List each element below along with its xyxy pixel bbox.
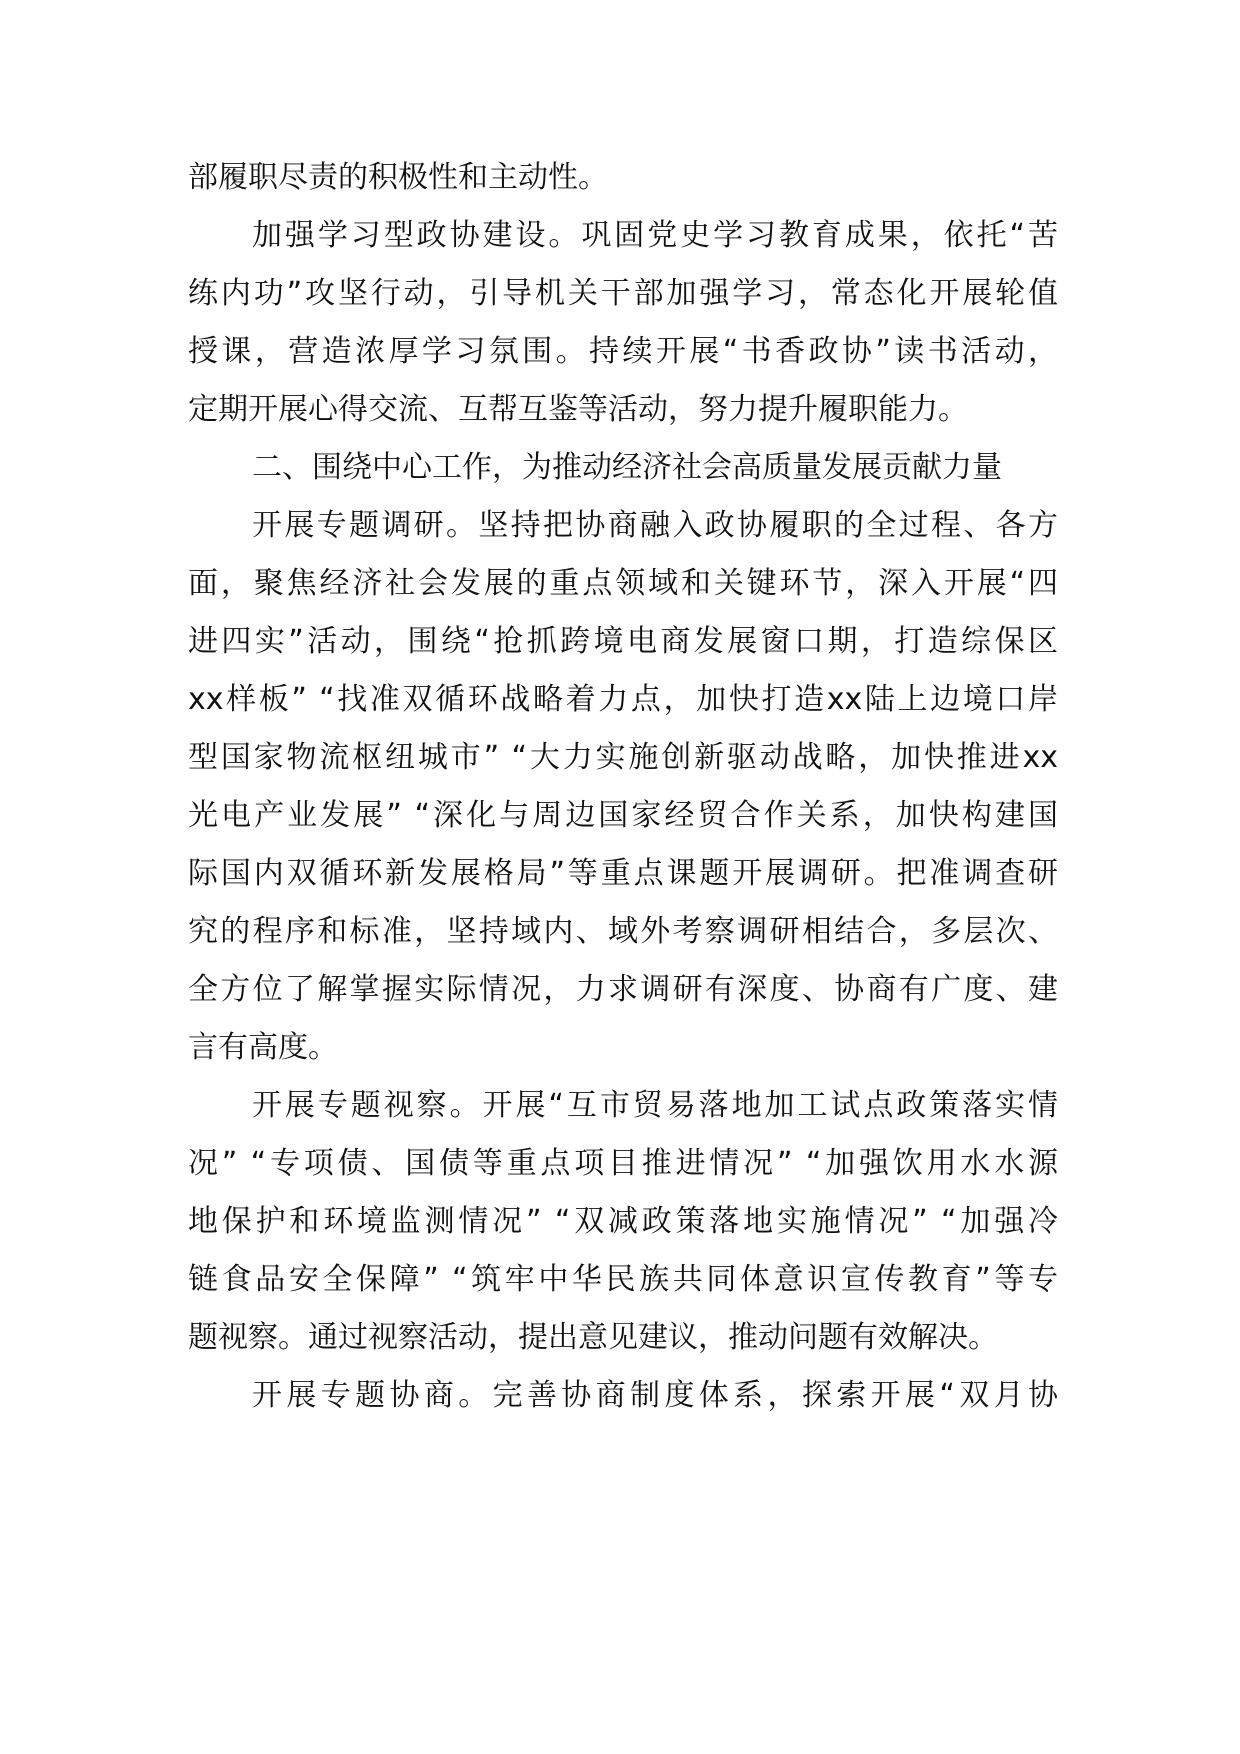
text-line: 链食品安全保障” “筑牢中华民族共同体意识宣传教育”等专 bbox=[188, 1262, 1058, 1297]
text-line: 部履职尽责的积极性和主动性。 bbox=[188, 160, 608, 195]
text-line: 练内功”攻坚行动，引导机关干部加强学习，常态化开展轮值 bbox=[188, 276, 1058, 311]
text-line: 际国内双循环新发展格局”等重点课题开展调研。把准调查研 bbox=[188, 856, 1058, 891]
text-line: 地保护和环境监测情况” “双减政策落地实施情况” “加强冷 bbox=[188, 1204, 1058, 1239]
text-line: 加强学习型政协建设。巩固党史学习教育成果，依托“苦 bbox=[252, 218, 1058, 253]
text-line: 况” “专项债、国债等重点项目推进情况” “加强饮用水水源 bbox=[188, 1146, 1058, 1181]
text-line: 授课，营造浓厚学习氛围。持续开展“书香政协”读书活动， bbox=[188, 334, 1058, 369]
text-line: 进四实”活动，围绕“抢抓跨境电商发展窗口期，打造综保区 bbox=[188, 624, 1058, 659]
section-heading: 二、围绕中心工作，为推动经济社会高质量发展贡献力量 bbox=[252, 450, 1002, 485]
text-line: 型国家物流枢纽城市” “大力实施创新驱动战略，加快推进xx bbox=[188, 740, 1058, 775]
text-line: 言有高度。 bbox=[188, 1030, 338, 1065]
text-line: 光电产业发展” “深化与周边国家经贸合作关系，加快构建国 bbox=[188, 798, 1058, 833]
text-line: 开展专题调研。坚持把协商融入政协履职的全过程、各方 bbox=[252, 508, 1058, 543]
text-line: 究的程序和标准，坚持域内、域外考察调研相结合，多层次、 bbox=[188, 914, 1058, 949]
text-line: 开展专题视察。开展“互市贸易落地加工试点政策落实情 bbox=[252, 1088, 1058, 1123]
text-line: 全方位了解掌握实际情况，力求调研有深度、协商有广度、建 bbox=[188, 972, 1058, 1007]
text-line: 定期开展心得交流、互帮互鉴等活动，努力提升履职能力。 bbox=[188, 392, 968, 427]
text-line: 开展专题协商。完善协商制度体系，探索开展“双月协 bbox=[252, 1378, 1058, 1413]
text-line: 题视察。通过视察活动，提出意见建议，推动问题有效解决。 bbox=[188, 1320, 998, 1355]
text-line: 面，聚焦经济社会发展的重点领域和关键环节，深入开展“四 bbox=[188, 566, 1058, 601]
text-line: xx样板” “找准双循环战略着力点，加快打造xx陆上边境口岸 bbox=[188, 682, 1058, 717]
